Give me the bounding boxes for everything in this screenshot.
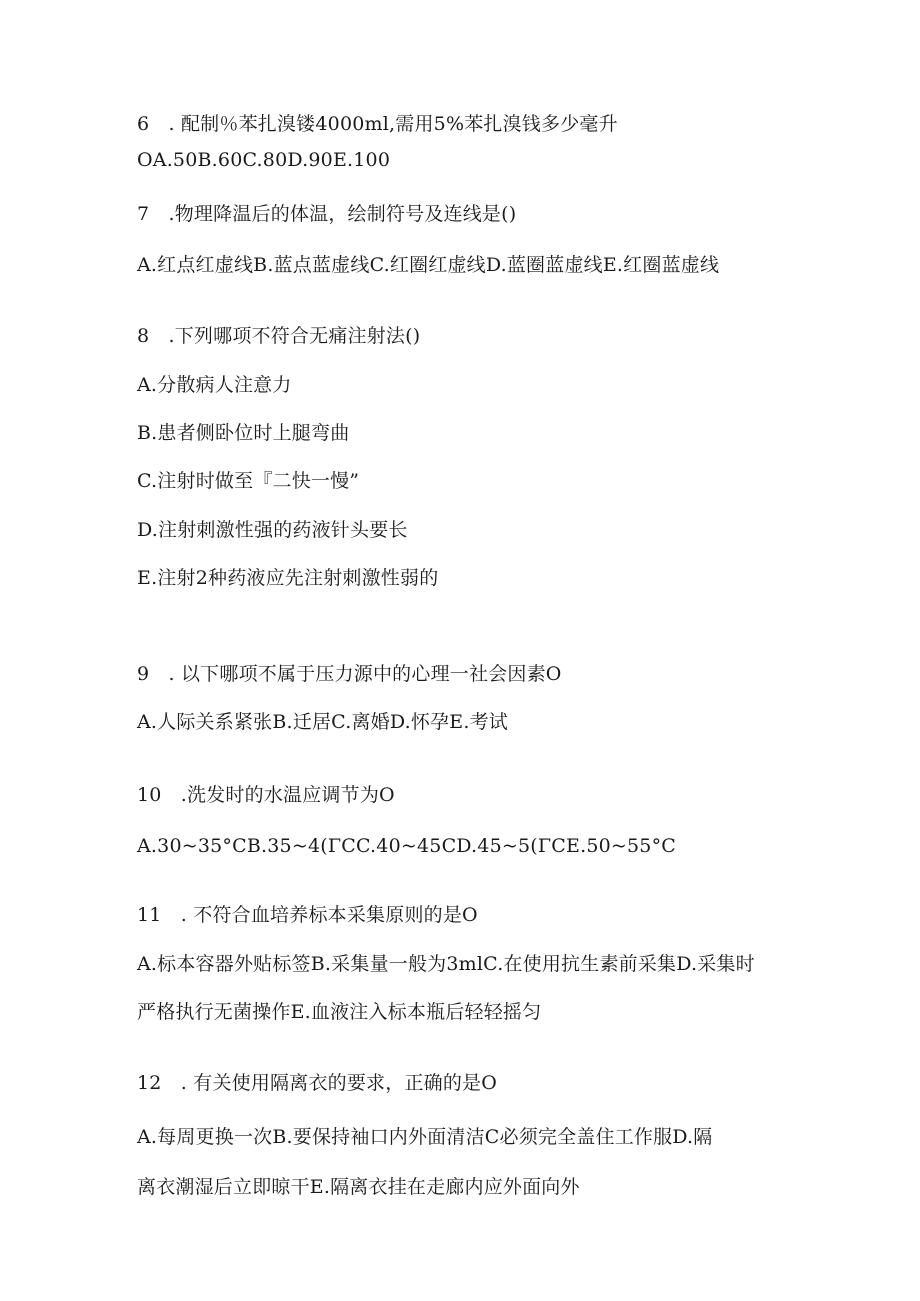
question-12-text: 12 . 有关使用隔离衣的要求，正确的是O <box>137 1072 498 1094</box>
question-8-option-b: B.患者侧卧位时上腿弯曲 <box>137 422 350 444</box>
question-6-text: 6 . 配制％苯扎溴镂4000ml,需用5%苯扎溴钱多少毫升 <box>137 113 618 135</box>
question-6-options: OA.50B.60C.80D.90E.100 <box>137 149 391 171</box>
question-8-option-c: C.注射时做至『二快一慢” <box>137 470 360 492</box>
question-10-options: A.30~35°CB.35~4(ΓCC.40~45CD.45~5(ΓCE.50~55°C <box>137 835 677 857</box>
question-10-text: 10 .洗发时的水温应调节为O <box>137 784 395 806</box>
question-11-options-line-2: 严格执行无菌操作E.血液注入标本瓶后轻轻摇匀 <box>137 1001 542 1023</box>
question-8-option-e: E.注射2种药液应先注射刺激性弱的 <box>137 567 439 589</box>
question-11-options-line-1: A.标本容器外贴标签B.采集量一般为3mlC.在使用抗生素前采集D.采集时 <box>137 953 755 975</box>
question-7-text: 7 .物理降温后的体温，绘制符号及连线是() <box>137 203 517 225</box>
question-8-text: 8 .下列哪项不符合无痛注射法() <box>137 325 421 347</box>
question-11-text: 11 . 不符合血培养标本采集原则的是O <box>137 904 478 926</box>
question-9-text: 9 . 以下哪项不属于压力源中的心理一社会因素O <box>137 663 562 685</box>
question-9-options: A.人际关系紧张B.迁居C.离婚D.怀孕E.考试 <box>137 711 508 733</box>
question-7-options: A.红点红虚线B.蓝点蓝虚线C.红圈红虚线D.蓝圈蓝虚线E.红圈蓝虚线 <box>137 254 720 276</box>
question-12-options-line-2: 离衣潮湿后立即晾干E.隔离衣挂在走廊内应外面向外 <box>137 1176 580 1198</box>
question-8-option-a: A.分散病人注意力 <box>137 374 292 396</box>
question-12-options-line-1: A.每周更换一次B.要保持袖口内外面清洁C必须完全盖住工作服D.隔 <box>137 1126 713 1148</box>
question-8-option-d: D.注射刺激性强的药液针头要长 <box>137 519 408 541</box>
